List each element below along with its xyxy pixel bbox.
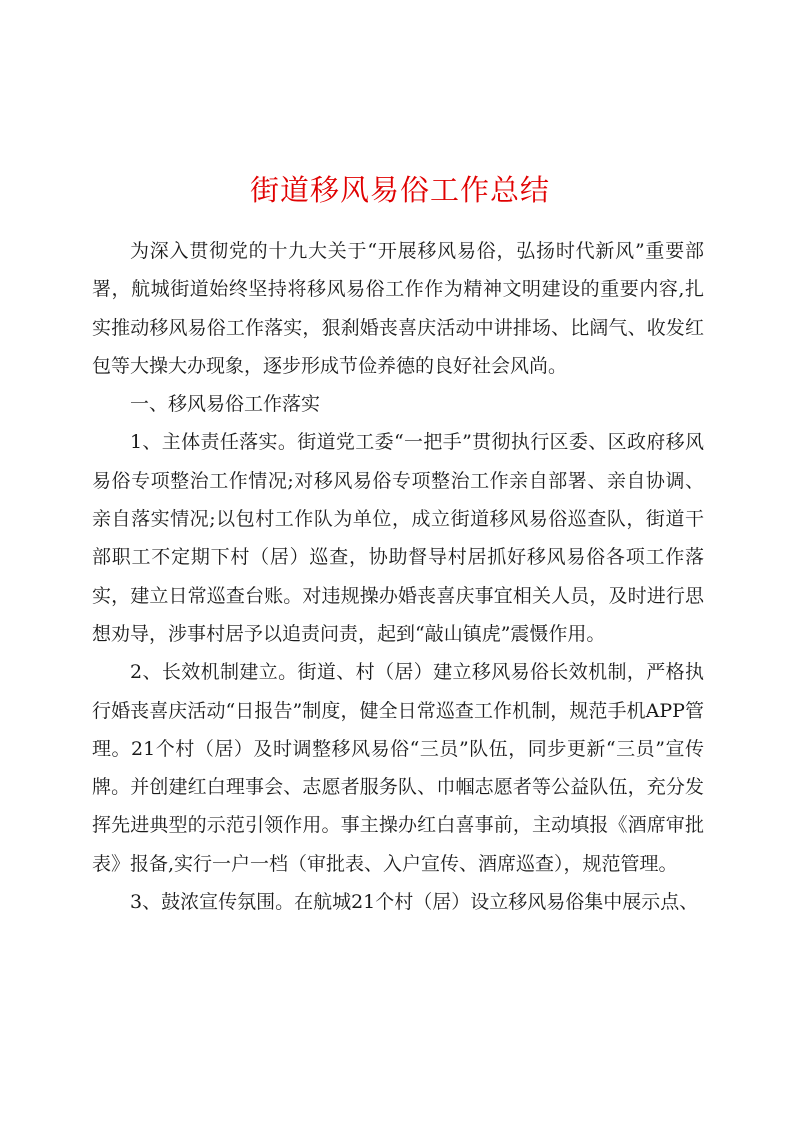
document-title: 街道移风易俗工作总结: [249, 173, 550, 207]
document-body: [92, 232, 704, 921]
paragraph-responsibility: 1、主体责任落实。街道党工委“一把手”贯彻执行区委、区政府移风易俗专项整治工作情况;对移风易俗专项整治工作亲自部署、亲自协调、亲自落实情况;以包村工作队为单位，成立街道移风易俗巡查队，街道干部职工不定期下村（居）巡查，协助督导村居抓好移风易俗各项工作落实，建立日常巡查台账。对违规操办婚丧喜庆事宜相关人员，及时进行思想劝导，涉事村居予以追责问责，起到“敲山镇虎”震慑作用。: [92, 431, 704, 645]
intro-paragraph: 为深入贯彻党的十九大关于“开展移风易俗，弘扬时代新风”重要部署，航城街道始终坚持将移风易俗工作作为精神文明建设的重要内容,扎实推动移风易俗工作落实，狠刹婚丧喜庆活动中讲排场、比阔气、收发红包等大操大办现象，逐步形成节俭养德的良好社会风尚。: [92, 240, 704, 377]
paragraph-publicity: 3、鼓浓宣传氛围。在航城21个村（居）设立移风易俗集中展示点、: [130, 891, 699, 914]
section-heading-1: 一、移风易俗工作落实: [130, 393, 321, 416]
paragraph-mechanism: 2、长效机制建立。街道、村（居）建立移风易俗长效机制，严格执行婚丧喜庆活动“日报告”制度，健全日常巡查工作机制，规范手机APP管理。21个村（居）及时调整移风易俗“三员”队伍，同步更新“三员”宣传牌。并创建红白理事会、志愿者服务队、巾帼志愿者等公益队伍，充分发挥先进典型的示范引领作用。事主操办红白喜事前，主动填报《酒席审批表》报备,实行一户一档（审批表、入户宣传、酒席巡查），规范管理。: [92, 661, 704, 875]
